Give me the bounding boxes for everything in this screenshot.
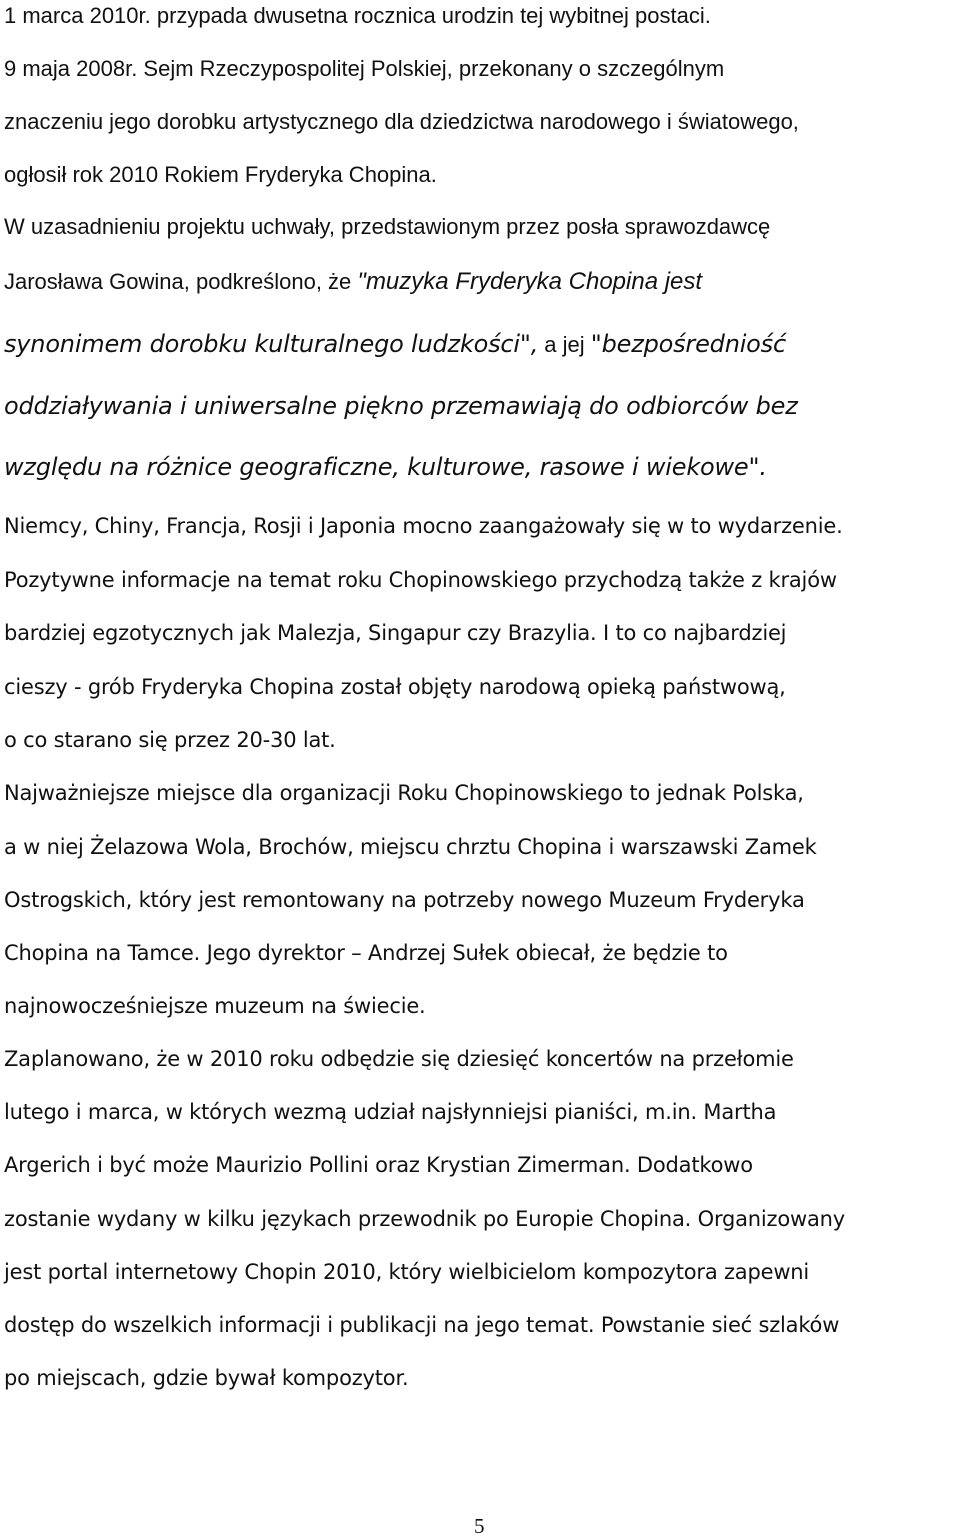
- text-line: Najważniejsze miejsce dla organizacji Roku Chopinowskiego to jednak Polska,: [4, 781, 804, 805]
- text-line: Ostrogskich, który jest remontowany na potrzeby nowego Muzeum Fryderyka: [4, 888, 805, 912]
- text-line-quote-start: [4, 268, 702, 296]
- text-line: dostęp do wszelkich informacji i publikacji na jego temat. Powstanie sieć szlaków: [4, 1313, 840, 1337]
- text-line: Chopina na Tamce. Jego dyrektor – Andrzej Sułek obiecał, że będzie to: [4, 941, 728, 965]
- text-line: bardziej egzotycznych jak Malezja, Singapur czy Brazylia. I to co najbardziej: [4, 621, 787, 645]
- page-number: 5: [474, 1514, 485, 1538]
- text-line: lutego i marca, w których wezmą udział najsłynniejsi pianiści, m.in. Martha: [4, 1100, 777, 1124]
- quote-line: względu na różnice geograficzne, kulturowe, rasowe i wiekowe".: [4, 453, 767, 481]
- text-line: zostanie wydany w kilku językach przewodnik po Europie Chopina. Organizowany: [4, 1207, 846, 1231]
- text-line: ogłosił rok 2010 Rokiem Fryderyka Chopina.: [4, 162, 437, 187]
- text-line-quote-mid: [4, 330, 786, 359]
- text-line: jest portal internetowy Chopin 2010, który wielbicielom kompozytora zapewni: [4, 1260, 810, 1284]
- text-line: Argerich i być może Maurizio Pollini oraz Krystian Zimerman. Dodatkowo: [4, 1153, 753, 1177]
- text-line: W uzasadnieniu projektu uchwały, przedstawionym przez posła sprawozdawcę: [4, 214, 771, 239]
- text-run: a jej: [538, 332, 591, 357]
- text-line: 9 maja 2008r. Sejm Rzeczypospolitej Polskiej, przekonany o szczególnym: [4, 56, 725, 81]
- text-line: 1 marca 2010r. przypada dwusetna rocznica urodzin tej wybitnej postaci.: [4, 3, 711, 28]
- text-line: Pozytywne informacje na temat roku Chopinowskiego przychodzą także z krajów: [4, 568, 837, 592]
- quote-text: "bezpośredniość: [590, 330, 786, 358]
- text-line: o co starano się przez 20-30 lat.: [4, 728, 336, 752]
- text-line: cieszy - grób Fryderyka Chopina został objęty narodową opieką państwową,: [4, 675, 786, 699]
- text-line: Zaplanowano, że w 2010 roku odbędzie się dziesięć koncertów na przełomie: [4, 1047, 794, 1071]
- text-run: Jarosława Gowina, podkreślono, że: [4, 269, 358, 294]
- text-line: Niemcy, Chiny, Francja, Rosji i Japonia mocno zaangażowały się w to wydarzenie.: [4, 514, 843, 538]
- text-line: najnowocześniejsze muzeum na świecie.: [4, 994, 426, 1018]
- quote-text: synonimem dorobku kulturalnego ludzkości",: [4, 330, 539, 358]
- text-line: znaczeniu jego dorobku artystycznego dla dziedzictwa narodowego i światowego,: [4, 109, 799, 134]
- quote-text: "muzyka Fryderyka Chopina jest: [357, 268, 703, 295]
- text-line: po miejscach, gdzie bywał kompozytor.: [4, 1366, 409, 1390]
- text-line: a w niej Żelazowa Wola, Brochów, miejscu chrztu Chopina i warszawski Zamek: [4, 835, 817, 859]
- quote-line: oddziaływania i uniwersalne piękno przemawiają do odbiorców bez: [4, 392, 798, 420]
